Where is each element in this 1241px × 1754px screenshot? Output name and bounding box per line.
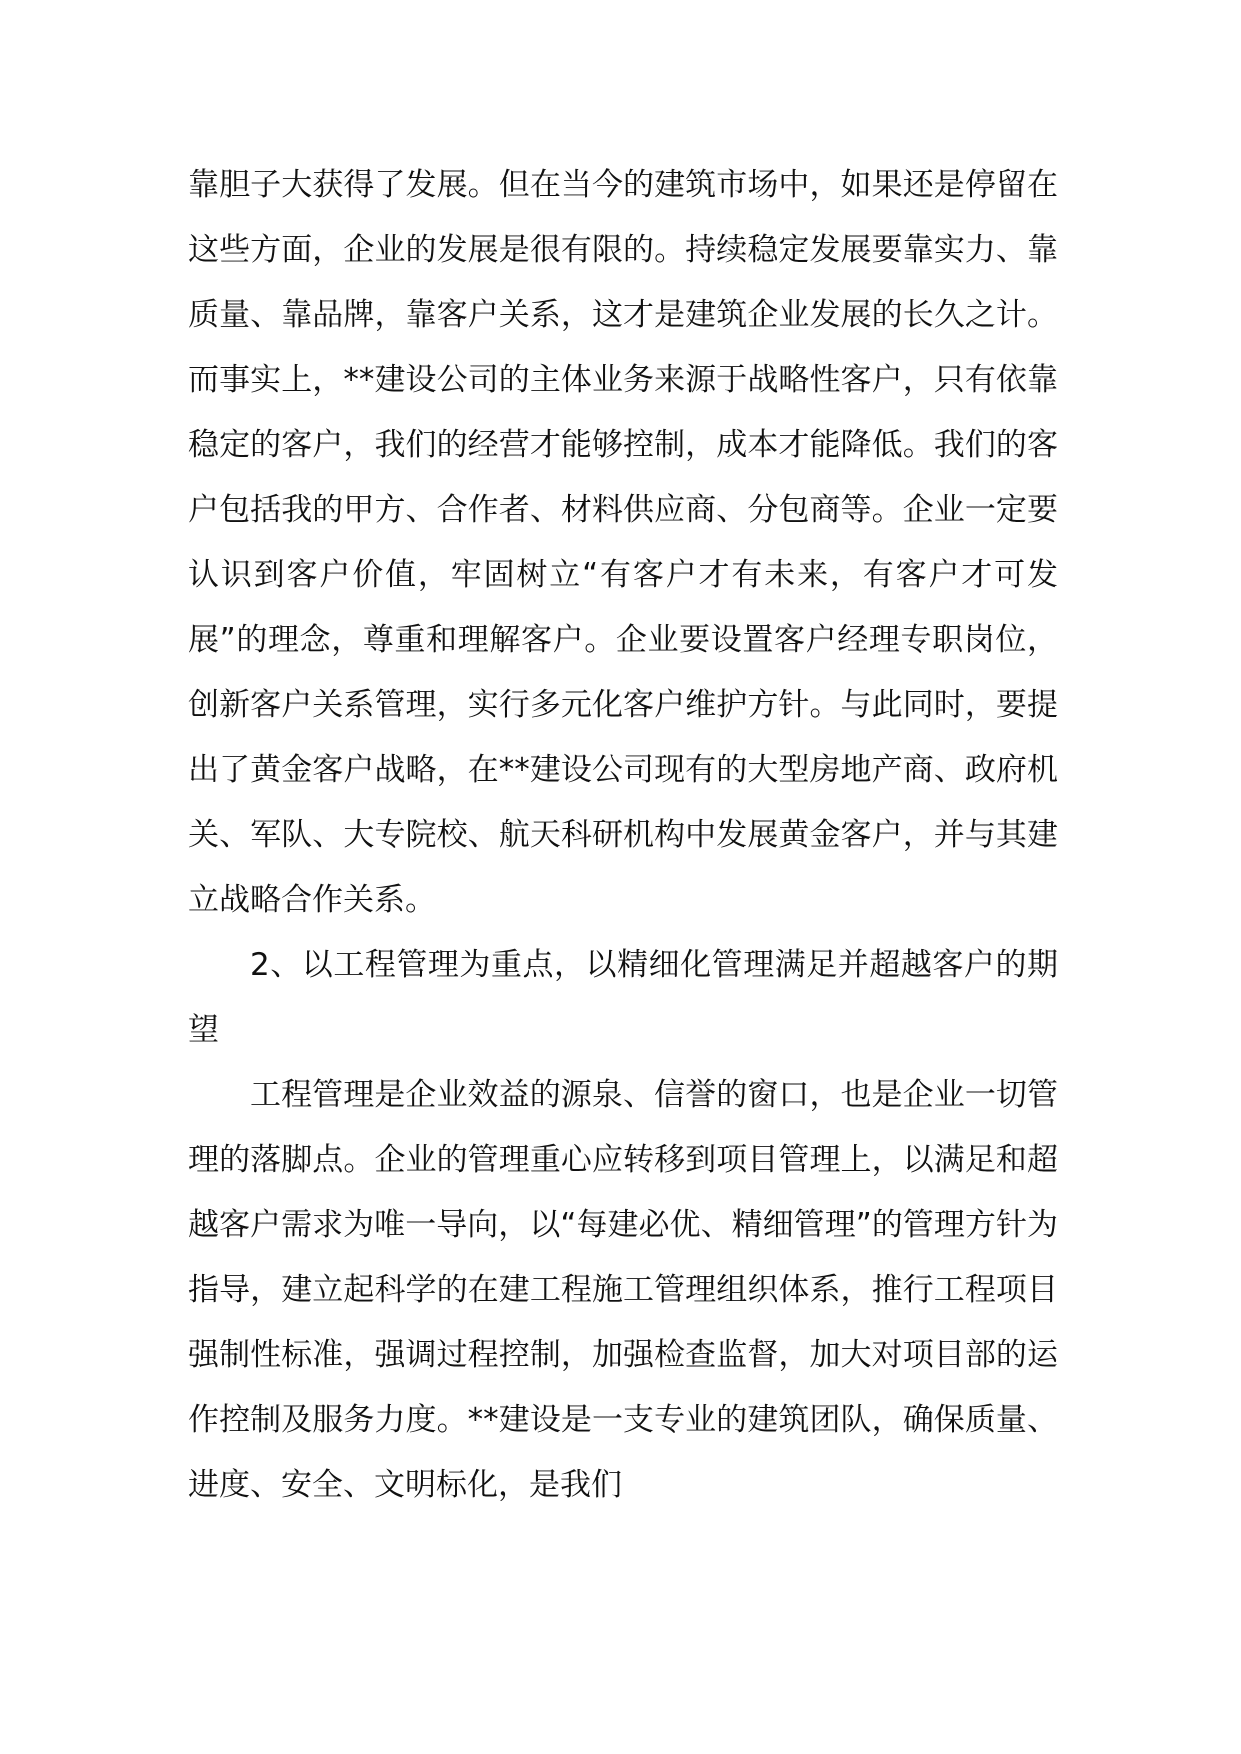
body-paragraph-engineering: 工程管理是企业效益的源泉、信誉的窗口，也是企业一切管理的落脚点。企业的管理重心应转移到项目管理上，以满足和超越客户需求为唯一导向，以“每建必优、精细管理”的管理方针为指导，建立起科学的在建工程施工管理组织体系，推行工程项目强制性标准，强调过程控制，加强检查监督，加大对项目部的运作控制及服务力度。**建设是一支专业的建筑团队，确保质量、进度、安全、文明标化，是我们 xyxy=(188,1077,1058,1503)
document-page xyxy=(188,153,1058,1518)
body-paragraph-continued: 靠胆子大获得了发展。但在当今的建筑市场中，如果还是停留在这些方面，企业的发展是很有限的。持续稳定发展要靠实力、靠质量、靠品牌，靠客户关系，这才是建筑企业发展的长久之计。而事实上，**建设公司的主体业务来源于战略性客户，只有依靠稳定的客户，我们的经营才能够控制，成本才能降低。我们的客户包括我的甲方、合作者、材料供应商、分包商等。企业一定要认识到客户价值，牢固树立“有客户才有未来，有客户才可发展”的理念，尊重和理解客户。企业要设置客户经理专职岗位，创新客户关系管理，实行多元化客户维护方针。与此同时，要提出了黄金客户战略，在**建设公司现有的大型房地产商、政府机关、军队、大专院校、航天科研机构中发展黄金客户，并与其建立战略合作关系。 xyxy=(188,167,1058,918)
section-heading-2: 2、以工程管理为重点，以精细化管理满足并超越客户的期望 xyxy=(188,947,1058,1048)
